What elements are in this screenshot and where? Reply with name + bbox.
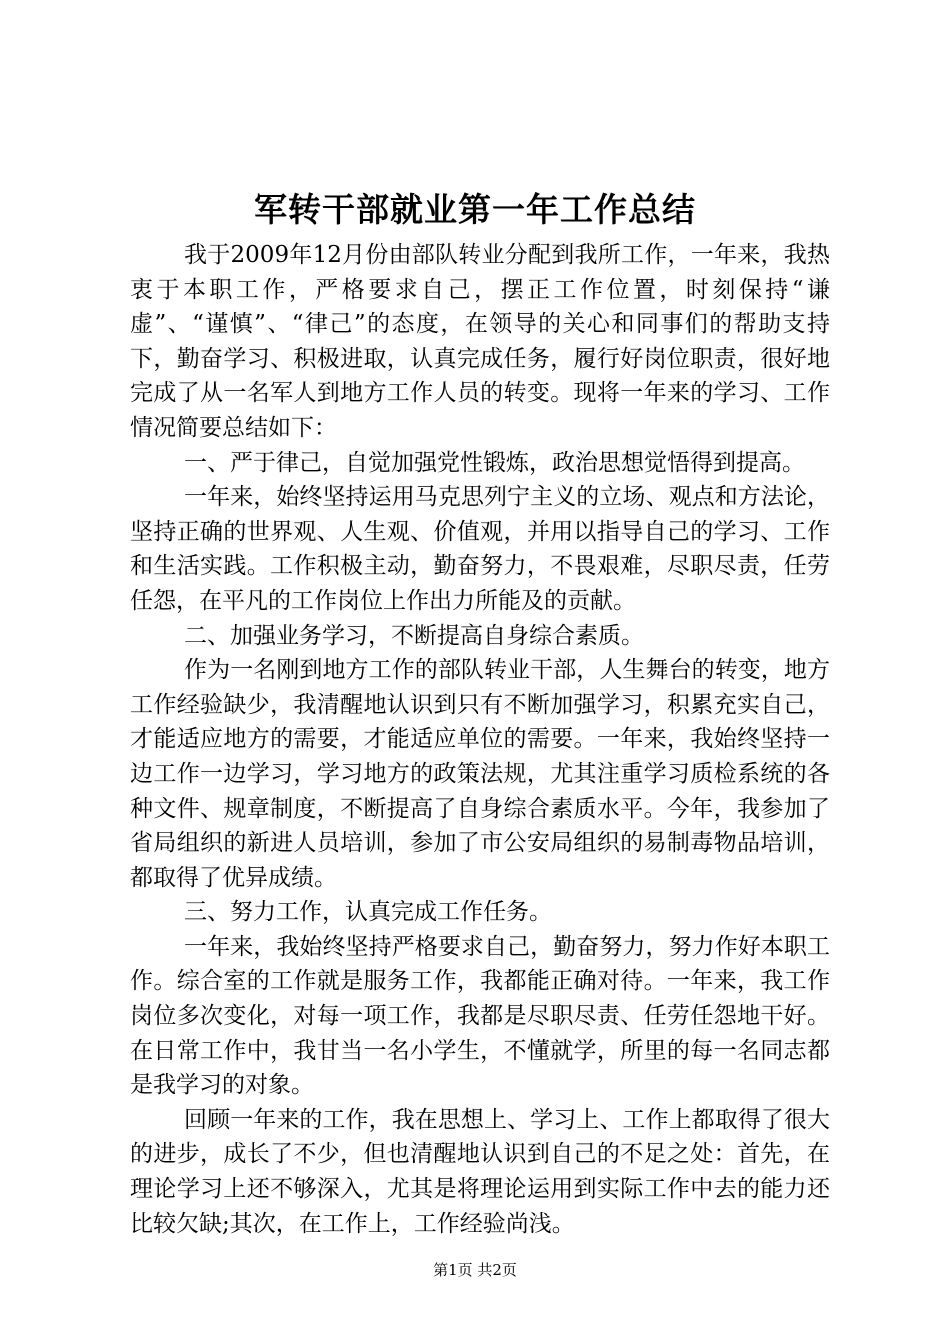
paragraph-intro: 我于2009年12月份由部队转业分配到我所工作，一年来，我热衷于本职工作，严格要求自己，摆正工作位置，时刻保持“谦虚”、“谨慎”、“律己”的态度，在领导的关心和同事们的帮助支持下，勤奋学习、积极进取，认真完成任务，履行好岗位职责，很好地完成了从一名军人到地方工作人员的转变。现将一年来的学习、工作情况简要总结如下： [130, 242, 830, 441]
section-heading-2: 二、加强业务学习，不断提高自身综合素质。 [184, 622, 645, 649]
section-heading-3: 三、努力工作，认真完成工作任务。 [184, 899, 553, 926]
paragraph-section-1: 一年来，始终坚持运用马克思列宁主义的立场、观点和方法论，坚持正确的世界观、人生观、价值观，并用以指导自己的学习、工作和生活实践。工作积极主动，勤奋努力，不畏艰难，尽职尽责，任劳任怨，在平凡的工作岗位上作出力所能及的贡献。 [130, 484, 830, 614]
document-title: 军转干部就业第一年工作总结 [254, 190, 696, 229]
paragraph-section-2: 作为一名刚到地方工作的部队转业干部，人生舞台的转变，地方工作经验缺少，我清醒地认识到只有不断加强学习，积累充实自己，才能适应地方的需要，才能适应单位的需要。一年来，我始终坚持一边工作一边学习，学习地方的政策法规，尤其注重学习质检系统的各种文件、规章制度，不断提高了自身综合素质水平。今年，我参加了省局组织的新进人员培训，参加了市公安局组织的易制毒物品培训，都取得了优异成绩。 [130, 657, 830, 891]
section-heading-1: 一、严于律己，自觉加强党性锻炼，政治思想觉悟得到提高。 [184, 449, 806, 476]
paragraph-review: 回顾一年来的工作，我在思想上、学习上、工作上都取得了很大的进步，成长了不少，但也清醒地认识到自己的不足之处：首先，在理论学习上还不够深入，尤其是将理论运用到实际工作中去的能力还比较欠缺;其次，在工作上，工作经验尚浅。 [130, 1106, 830, 1237]
paragraph-section-3: 一年来，我始终坚持严格要求自己，勤奋努力，努力作好本职工作。综合室的工作就是服务工作，我都能正确对待。一年来，我工作岗位多次变化，对每一项工作，我都是尽职尽责、任劳任怨地干好。在日常工作中，我甘当一名小学生，不懂就学，所里的每一名同志都是我学习的对象。 [130, 933, 830, 1099]
document-body [130, 238, 830, 1241]
page-number-footer: 第1页 共2页 [433, 1261, 517, 1279]
